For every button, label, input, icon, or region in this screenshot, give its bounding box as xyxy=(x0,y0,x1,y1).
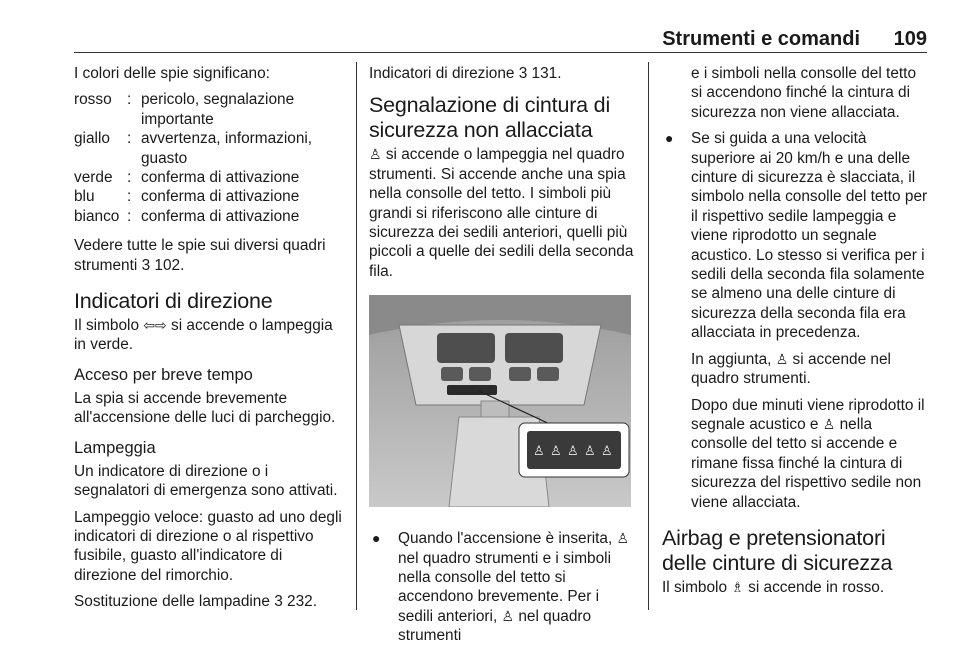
bullet-list xyxy=(369,529,635,645)
direction-text: si accende o lampeggia in verde. xyxy=(74,317,333,354)
color-sep: : xyxy=(127,169,132,187)
airbag-text: Il simbolo xyxy=(662,578,732,596)
ref-text: Indicatori di direzione xyxy=(369,65,519,82)
svg-text:♙: ♙ xyxy=(584,444,596,460)
colors-table xyxy=(74,90,346,226)
page-header xyxy=(0,0,960,52)
color-desc: conferma di attivazione xyxy=(141,169,300,187)
seatbelt-icon: ♙ xyxy=(775,350,789,367)
header-rule xyxy=(74,52,927,53)
after-paragraph xyxy=(662,396,930,512)
seatbelt-icon: ♙ xyxy=(369,146,382,163)
addition-text: In aggiunta, xyxy=(691,350,776,368)
color-name: blu xyxy=(74,188,95,206)
fast-blink-paragraph: Lampeggio veloce: guasto ad uno degli indicatori di direzione o al rispettivo fusibile, guasto all'indicatore di direzione del rimorchio. xyxy=(74,508,342,584)
seatbelt-paragraph xyxy=(369,145,635,281)
brief-paragraph: La spia si accende brevemente all'accensione delle luci di parcheggio. xyxy=(74,389,336,427)
after-text: nella consolle del tetto si accende e rimane fissa finché la cintura di sicurezza del rispettivo sedile non viene allacciata. xyxy=(691,415,922,511)
column-divider xyxy=(356,62,357,610)
heading-direction-indicators: Indicatori di direzione xyxy=(74,289,273,314)
color-sep: : xyxy=(127,91,132,109)
direction-text: Il simbolo xyxy=(74,317,144,335)
bullet-icon: ● xyxy=(665,130,674,147)
addition-text: si accende nel quadro strumenti. xyxy=(691,350,891,388)
list-item xyxy=(369,529,635,645)
turn-signal-icon: ⇦⇨ xyxy=(143,317,167,334)
airbag-text: si accende in rosso. xyxy=(743,578,885,596)
addition-paragraph xyxy=(662,350,930,389)
column-3 xyxy=(662,64,930,604)
roof-console-photo xyxy=(369,295,631,507)
airbag-paragraph xyxy=(662,578,930,597)
roof-console-illustration xyxy=(369,295,631,507)
table-row xyxy=(74,90,346,129)
svg-text:♙: ♙ xyxy=(550,444,562,460)
blink-paragraph: Un indicatore di direzione o i segnalatori di emergenza sono attivati. xyxy=(74,462,338,500)
after-text: Dopo due minuti viene riprodotto il segnale acustico e xyxy=(691,396,925,433)
color-name: bianco xyxy=(74,207,120,225)
column-2 xyxy=(369,64,635,653)
color-desc: conferma di attivazione xyxy=(141,188,300,206)
color-name: verde xyxy=(74,169,113,187)
color-sep: : xyxy=(127,188,132,206)
table-row xyxy=(74,187,346,206)
heading-brief: Acceso per breve tempo xyxy=(74,365,253,384)
column-divider xyxy=(648,62,649,610)
airbag-icon: ♗ xyxy=(731,578,744,595)
column-1 xyxy=(74,64,346,619)
see-all-text: Vedere tutte le spie sui diversi quadri strumenti xyxy=(74,237,326,274)
bullet-text: Quando l'accensione è inserita, xyxy=(398,530,617,548)
seatbelt-icon: ♙ xyxy=(822,415,836,432)
table-row xyxy=(74,168,346,187)
seatbelt-text: si accende o lampeggia nel quadro strumenti. Si accende anche una spia nella consolle del tetto. I simboli più grandi si riferiscono alle cinture di sicurezza dei sedili anteriori, quelli più piccoli a quelle dei sedili della seconda fila. xyxy=(369,146,634,280)
heading-airbag: Airbag e pretensionatori delle cinture di sicurezza xyxy=(662,525,893,575)
bullet-icon: ● xyxy=(372,530,381,547)
ref-paragraph xyxy=(369,64,635,83)
heading-seatbelt: Segnalazione di cintura di sicurezza non allacciata xyxy=(369,93,611,143)
color-sep: : xyxy=(127,130,132,148)
bullet-text: nel quadro strumenti e i simboli nella consolle del tetto si accendono brevemente. Per i sedili anteriori, xyxy=(398,549,612,625)
color-sep: : xyxy=(127,207,132,225)
color-name: rosso xyxy=(74,91,112,109)
section-title: Strumenti e comandi xyxy=(662,28,860,50)
list-item xyxy=(662,129,930,342)
bulbs-paragraph xyxy=(74,592,346,611)
colors-intro: I colori delle spie significano: xyxy=(74,65,270,82)
page-reference-link[interactable]: 3 102. xyxy=(141,256,185,274)
bullet-text: nel quadro strumenti xyxy=(398,607,592,645)
page-number: 109 xyxy=(893,28,927,50)
bullet-text: Se si guida a una velocità superiore ai 20 km/h e una delle cinture di sicurezza è slacciata, il simbolo nella consolle del tetto per il rispettivo sedile lampeggia e viene riprodotto un segnale acustico. Lo stesso si verifica per i sedili della seconda fila solamente se almeno una delle cinture di sicurezza della seconda fila era allacciata in precedenza. xyxy=(691,130,928,342)
page-reference-link[interactable]: 3 232. xyxy=(274,593,318,611)
continued-paragraph: e i simboli nella consolle del tetto si accendono finché la cintura di sicurezza non viene allacciata. xyxy=(691,65,916,121)
svg-text:♙: ♙ xyxy=(601,444,613,460)
bullet-list xyxy=(662,129,930,342)
color-name: giallo xyxy=(74,130,110,148)
seatbelt-icon: ♙ xyxy=(616,530,630,547)
see-all-paragraph xyxy=(74,236,346,275)
svg-text:♙: ♙ xyxy=(567,444,579,460)
direction-paragraph xyxy=(74,316,346,355)
color-desc: pericolo, segnalazione importante xyxy=(141,91,295,128)
page-reference-link[interactable]: 3 131. xyxy=(518,65,562,82)
heading-blinks: Lampeggia xyxy=(74,438,156,457)
seatbelt-icon: ♙ xyxy=(501,607,515,624)
table-row xyxy=(74,207,346,226)
svg-text:♙: ♙ xyxy=(533,444,545,460)
table-row xyxy=(74,129,346,168)
color-desc: avvertenza, informazioni, guasto xyxy=(141,130,313,167)
color-desc: conferma di attivazione xyxy=(141,207,300,225)
bulbs-text: Sostituzione delle lampadine xyxy=(74,593,275,611)
